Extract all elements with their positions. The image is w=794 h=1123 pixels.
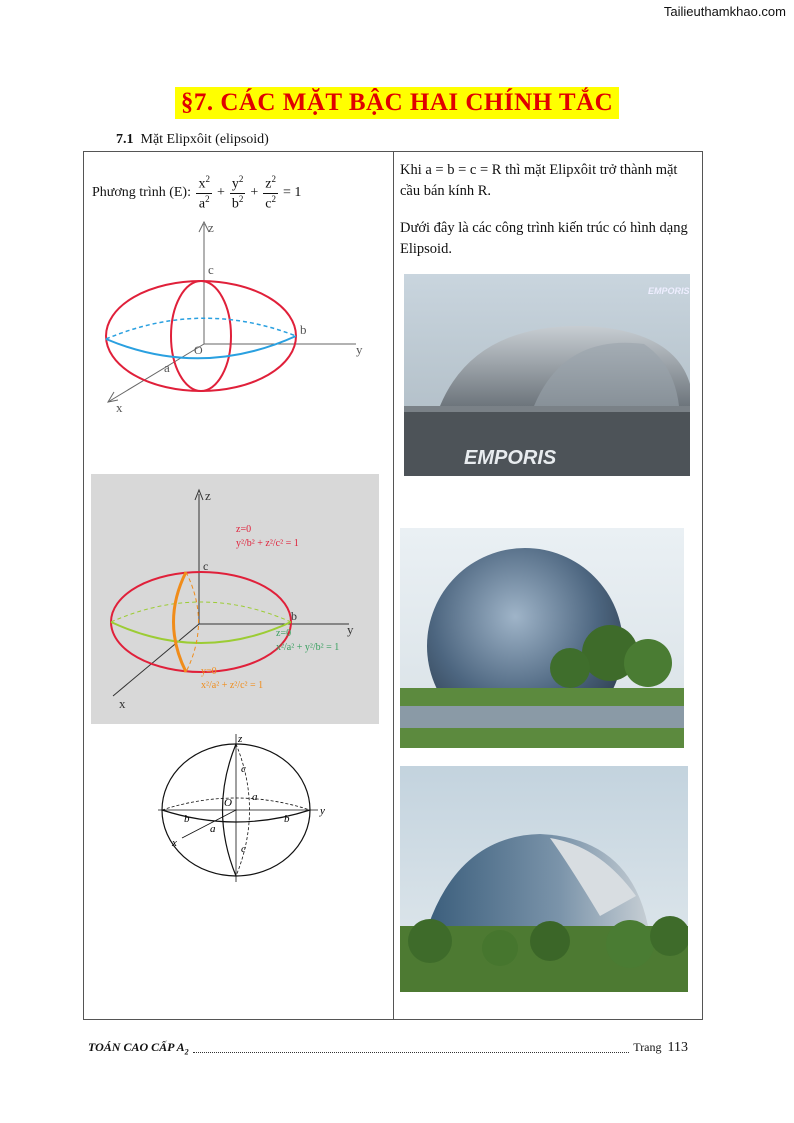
svg-text:c: c [203,559,209,573]
svg-text:z=0: z=0 [276,628,292,639]
svg-text:z=0: z=0 [236,524,252,535]
ellipsoid-sketch-figure [96,214,386,424]
ellipsoid-equation: Phương trình (E): $\frac{x^2}{a^2}$ + $\frac{y^2}{b^2}$ + $\frac{z^2}{c^2}$ = 1 [92,174,302,212]
svg-text:a: a [252,791,258,803]
frac-z: $\frac{z^2}{c^2}$ [265,174,277,212]
footer-course: TOÁN CAO CẤP $A_2$ [88,1040,189,1057]
page-title: §7. CÁC MẶT BẬC HAI CHÍNH TẮC [175,87,619,119]
title-wrap [0,87,794,119]
svg-text:b: b [291,609,297,623]
svg-text:x²/a² + z²/c² = 1: x²/a² + z²/c² = 1 [201,680,264,691]
svg-text:y: y [347,622,354,637]
svg-text:a: a [210,823,216,835]
svg-text:y: y [320,805,325,817]
label-x: x [116,400,123,415]
section-label: Mặt Elipxôit (elipsoid) [140,132,269,147]
svg-text:x²/a² + y²/b² = 1: x²/a² + y²/b² = 1 [276,642,340,653]
frac-y: $\frac{y^2}{b^2}$ [231,174,244,212]
svg-text:EMPORIS: EMPORIS [648,286,690,296]
label-z: z [208,220,214,235]
site-url[interactable]: Tailieuthamkhao.com [663,4,786,19]
column-divider [393,152,394,1019]
photo-elliptical-building [400,766,688,992]
photo-glass-dome [400,528,684,748]
svg-text:y=0: y=0 [201,666,217,677]
label-a: a [164,360,170,375]
svg-text:z: z [238,734,243,745]
section-heading [116,132,269,148]
label-y: y [356,342,363,357]
svg-text:c: c [241,843,246,855]
label-c: c [208,262,214,277]
frac-x: $\frac{x^2}{a^2}$ [198,174,210,212]
photo-watermark: EMPORIS [464,447,557,469]
architecture-note: Dưới đây là các công trình kiến trúc có hình dạng Elipsoid. [400,220,688,257]
label-b: b [300,322,307,337]
svg-text:x: x [119,696,126,711]
vertical-ellipse [171,281,231,391]
equation-prefix: Phương trình (E): [92,185,191,201]
svg-text:y²/b² + z²/c² = 1: y²/b² + z²/c² = 1 [236,538,299,549]
svg-text:b: b [184,813,190,825]
sphere-note: Khi a = b = c = R thì mặt Elipxôit trở thành mặt cầu bán kính R. [400,162,678,199]
page-footer [88,1040,688,1056]
ellipsoid-sections-figure [91,474,379,724]
footer-page: Trang 113 [633,1040,688,1056]
svg-text:x: x [172,837,177,849]
outer-ellipse [106,281,296,391]
svg-text:z: z [205,488,211,503]
ellipsoid-line-figure [154,734,334,884]
label-o: O [194,343,203,357]
photo-grand-theatre [404,274,690,476]
x-axis [108,344,204,402]
section-number: 7.1 [116,132,134,147]
svg-text:b: b [284,813,290,825]
footer-dots [193,1052,630,1053]
content-table [83,151,703,1020]
svg-text:O: O [224,797,232,809]
svg-text:c: c [241,763,246,775]
